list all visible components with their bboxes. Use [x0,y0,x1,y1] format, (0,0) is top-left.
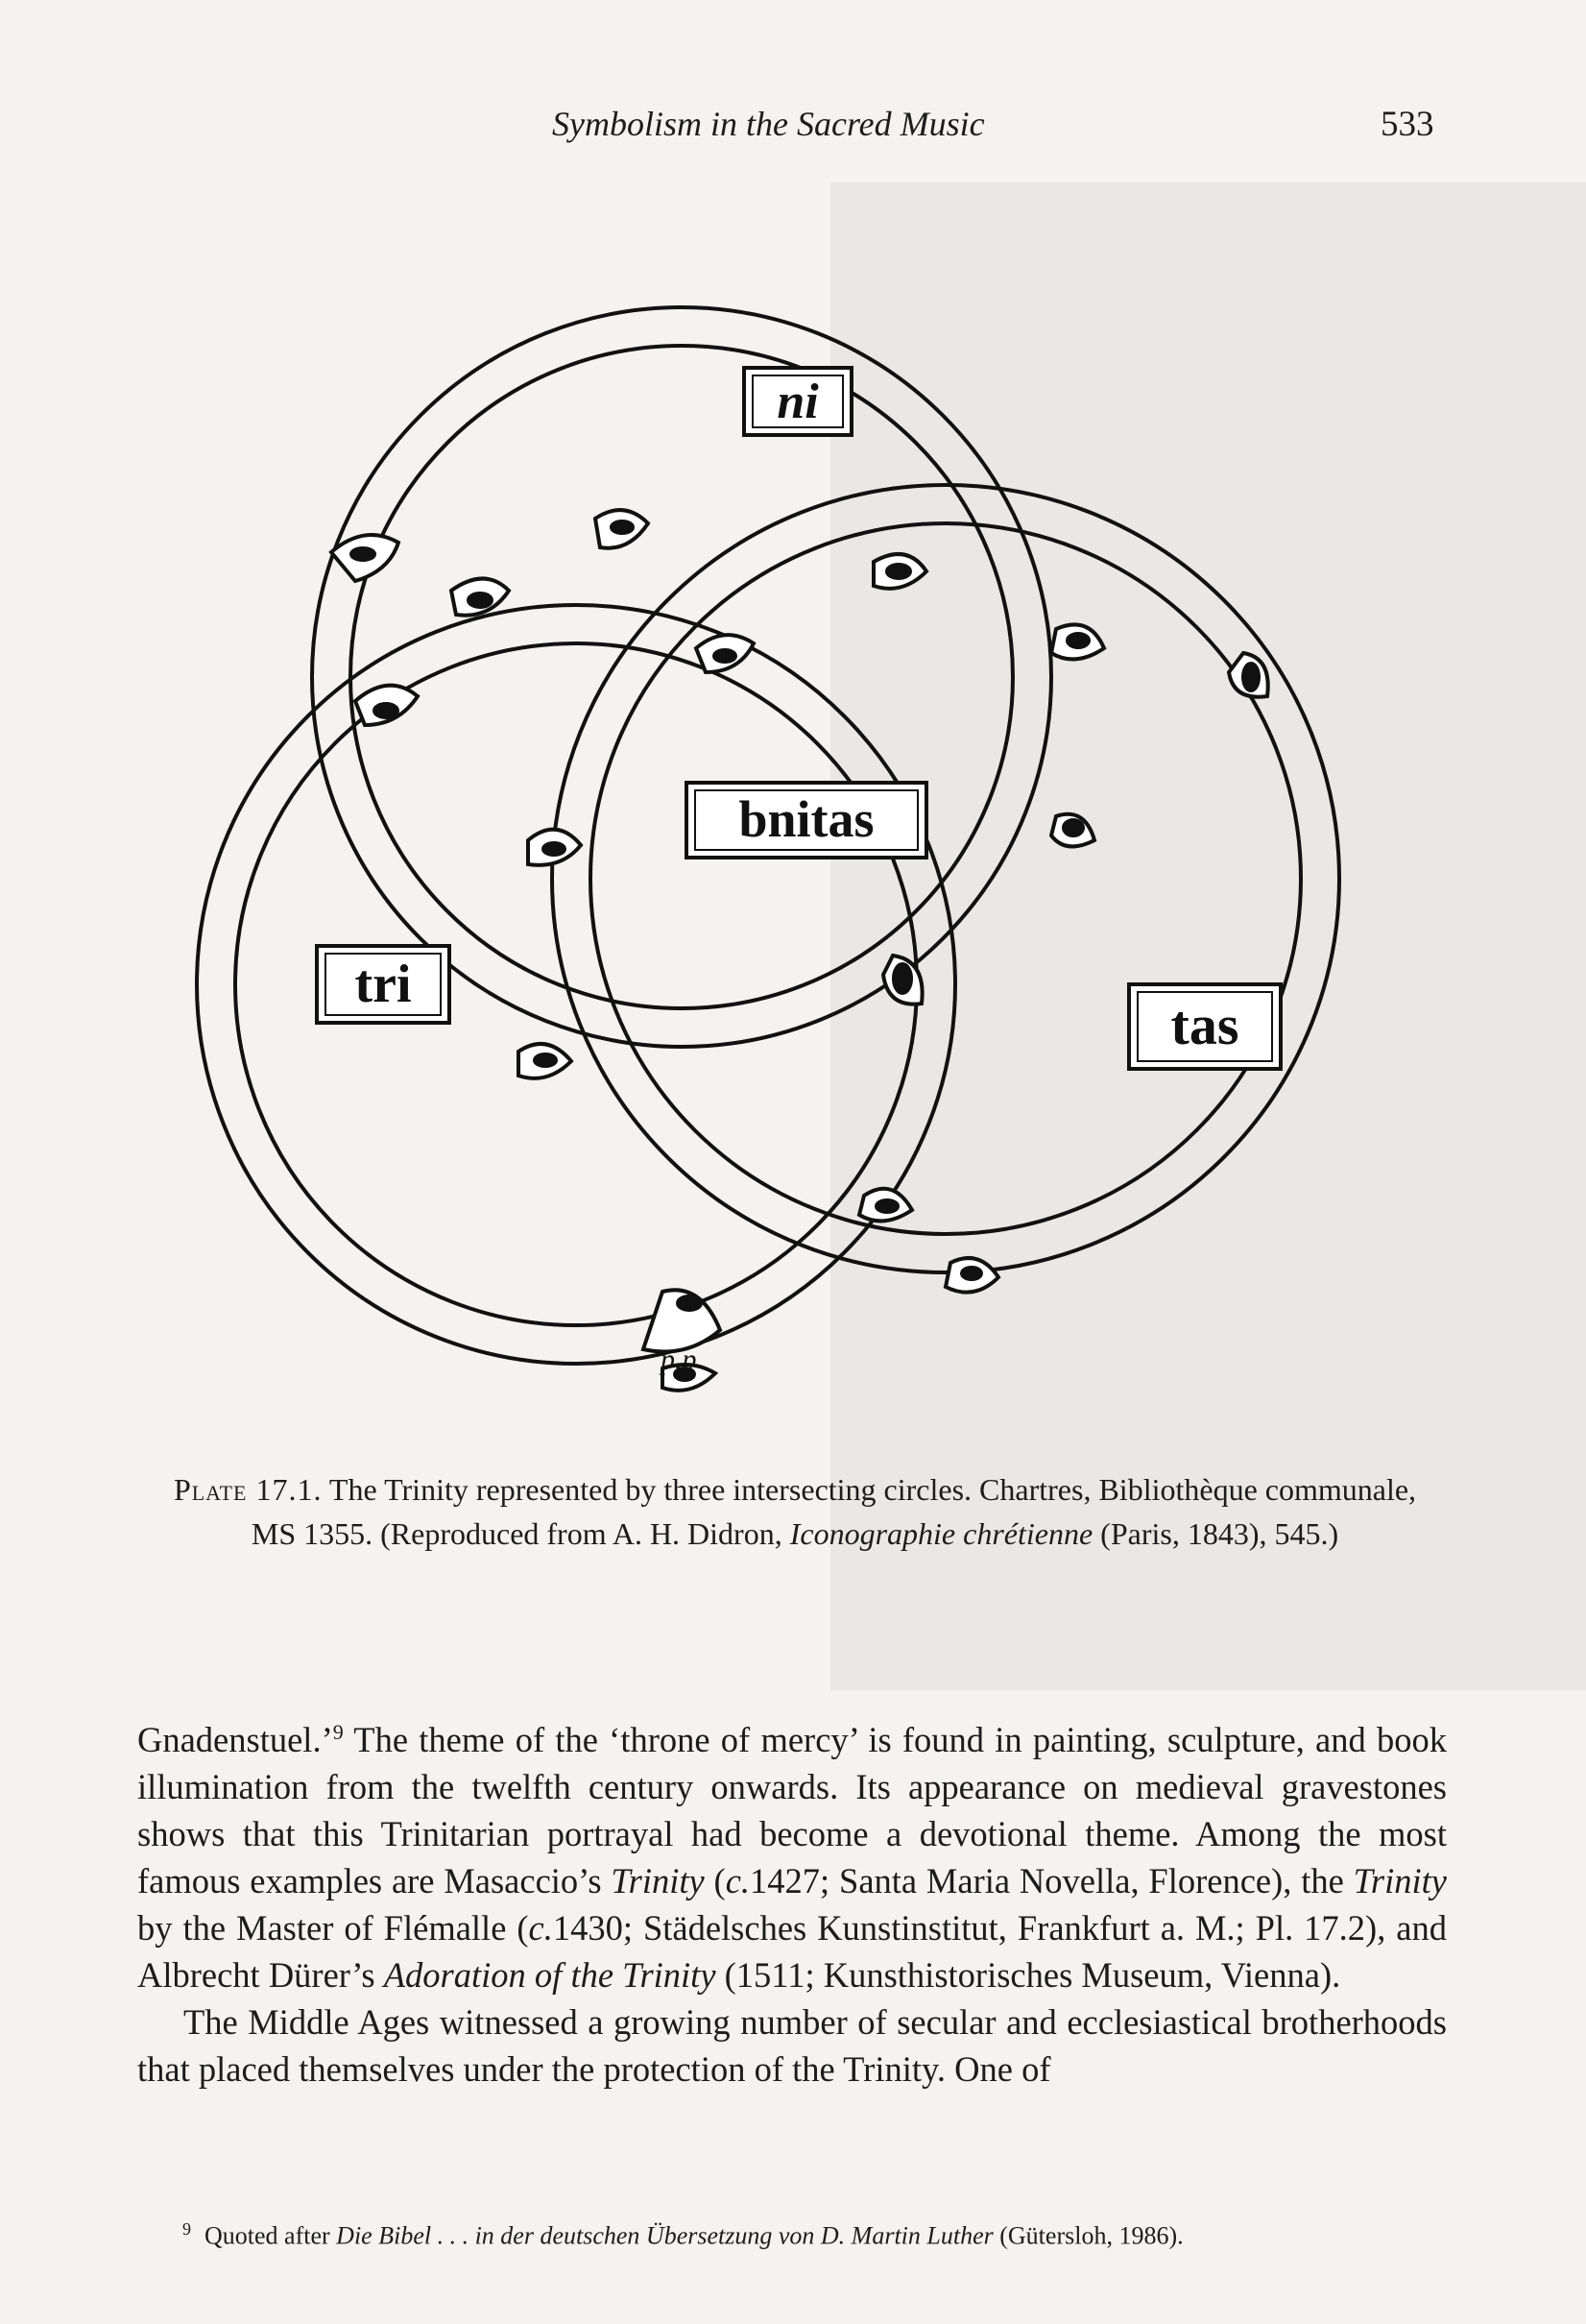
banner-label-center: bnitas [738,790,875,848]
footnote [182,2213,1430,2253]
figure-caption [171,1467,1419,1556]
para1-text-2: The theme of the ‘throne of mercy’ is found in painting, sculpture, and book illumination from the twelfth century onwards. Its appearance on medieval gravestones shows that this Trinitarian portrayal had become a devotional theme. Among the most famous examples are Masaccio’s [137,1720,1447,1900]
para1-text-5: by the Master of Flémalle ( [137,1908,529,1948]
circle-outer-1 [312,307,1051,1047]
trinity-figure [163,178,1430,1465]
body-text [137,1716,1447,2093]
para1-italic-5: Adoration of the Trinity [383,1955,716,1995]
footnote-number: 9 [182,2219,191,2239]
para1-italic-3: Trinity [1353,1861,1447,1900]
banner-label-top: ni [777,375,819,429]
caption-title: Iconographie chrétienne [789,1516,1093,1551]
para1-text-1: Gnadenstuel.’ [137,1720,333,1759]
footnote-title: Die Bibel . . . in der deutschen Übersetzung von D. Martin Luther [336,2221,994,2250]
footnote-text-2: (Gütersloh, 1986). [993,2221,1184,2250]
para1-text-3: ( [704,1861,726,1900]
plate-label: Plate 17.1. [173,1472,323,1507]
caption-text-1: The Trinity represented by three intersecting circles. Chartres, Bibliothèque communale, MS 1355. (Reproduced from A. H. Didron, [251,1472,1417,1551]
banner-label-left: tri [354,955,412,1014]
para1-italic-1: Trinity [611,1861,705,1900]
banner-label-bottom: p.p [661,1344,697,1375]
circle-inner-1 [350,346,1013,1008]
footnote-text-1: Quoted after [204,2221,337,2250]
circle-outer-2 [197,605,955,1364]
paragraph-2: The Middle Ages witnessed a growing number of secular and ecclesiastical brotherhoods that placed themselves under the protection of the Trinity. One of [137,2002,1447,2089]
caption-text-2: (Paris, 1843), 545.) [1100,1516,1339,1551]
paragraph-1 [137,1716,1447,1998]
page-number: 533 [1381,105,1434,144]
para1-text-7: (1511; Kunsthistorisches Museum, Vienna). [715,1955,1341,1995]
para1-text-6: 1430; Städelsches Kunstinstitut, Frankfurt a. M.; Pl. 17.2), and Albrecht Dürer’s [137,1908,1447,1995]
banner-left [317,946,449,1023]
banner-center [686,783,926,858]
para1-italic-4: c. [528,1908,553,1948]
banner-top [744,368,852,435]
para1-text-4: 1427; Santa Maria Novella, Florence), the [750,1861,1354,1900]
running-head [0,104,1586,152]
banner-right [1129,984,1281,1069]
running-title: Symbolism in the Sacred Music [552,105,985,143]
ribbon-twists [331,510,1268,1391]
trinity-circles-illustration [163,178,1430,1465]
banner-label-right: tas [1170,994,1239,1056]
footnote-ref: 9 [332,1719,344,1744]
para1-italic-2: c. [725,1861,751,1900]
